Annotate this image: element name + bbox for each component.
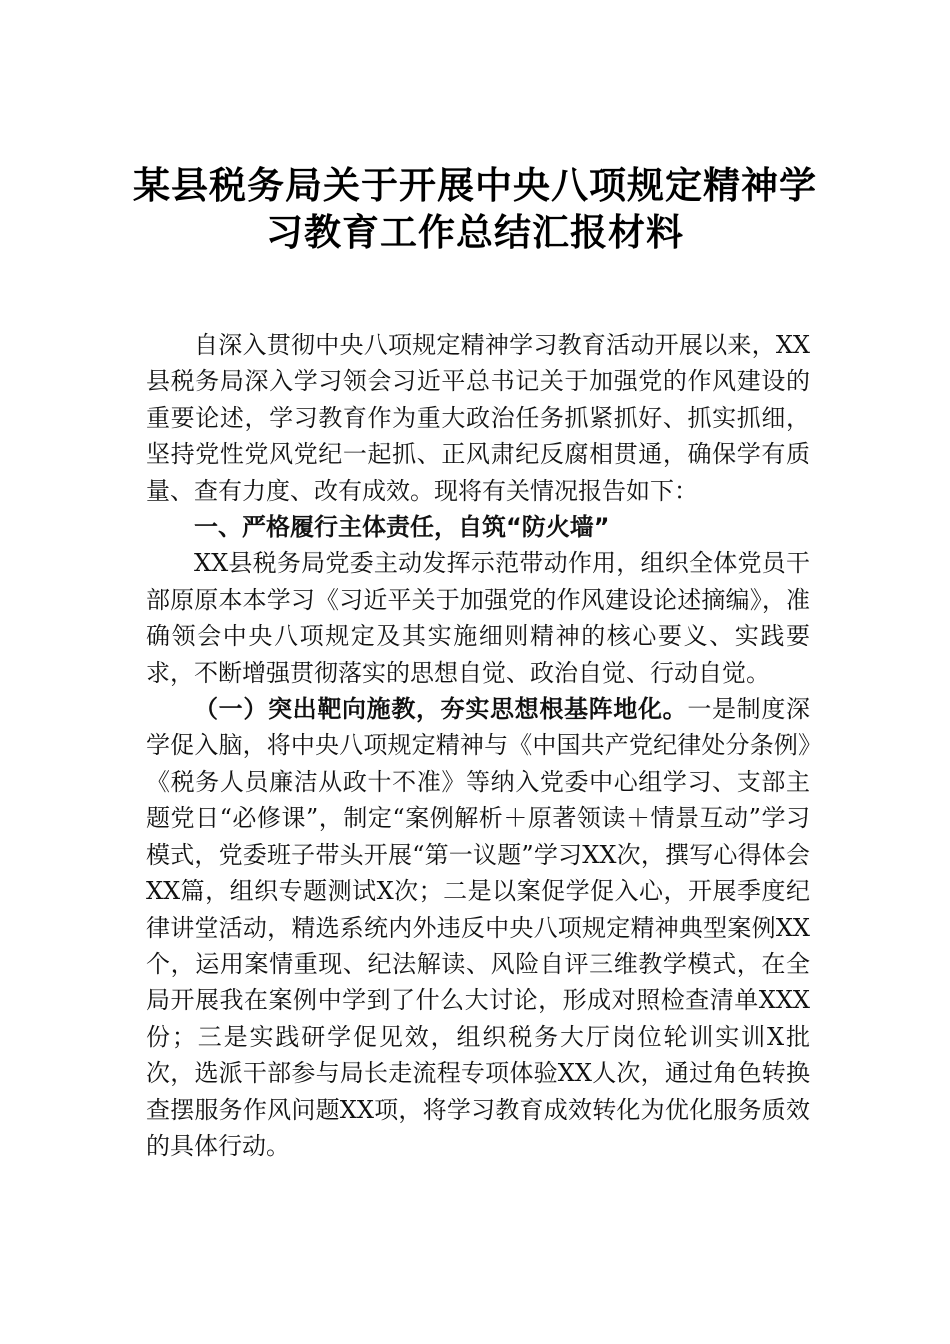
- document-title-line-2: 习教育工作总结汇报材料: [266, 210, 684, 254]
- subsection-1-paragraph: [146, 691, 810, 1164]
- section-1-paragraph: XX县税务局党委主动发挥示范带动作用，组织全体党员干部原原本本学习《习近平关于加强党的作风建设论述摘编》，准确领会中央八项规定及其实施细则精神的核心要义、实践要求，不断增强贯彻落实的思想自觉、政治自觉、行动自觉。: [146, 549, 810, 687]
- section-1-heading: 一、严格履行主体责任，自筑“防火墙”: [194, 513, 610, 542]
- subsection-1-text: 一是制度深学促入脑，将中央八项规定精神与《中国共产党纪律处分条例》《税务人员廉洁从政十不准》等纳入党委中心组学习、支部主题党日“必修课”，制定“案例解析＋原著领读＋情景互动”学习模式，党委班子带头开展“第一议题”学习XX次，撰写心得体会XX篇，组织专题测试X次；二是以案促学促入心，开展季度纪律讲堂活动，精选系统内外违反中央八项规定精神典型案例XX个，运用案情重现、纪法解读、风险自评三维教学模式，在全局开展我在案例中学到了什么大讨论，形成对照检查清单XXX份；三是实践研学促见效，组织税务大厅岗位轮训实训X批次，选派干部参与局长走流程专项体验XX人次，通过角色转换查摆服务作风问题XX项，将学习教育成效转化为优化服务质效的具体行动。: [146, 695, 811, 1160]
- subsection-1-lead: （一）突出靶向施教，夯实思想根基阵地化。: [194, 694, 688, 724]
- intro-paragraph: 自深入贯彻中央八项规定精神学习教育活动开展以来，XX县税务局深入学习领会习近平总书记关于加强党的作风建设的重要论述，学习教育作为重大政治任务抓紧抓好、抓实抓细，坚持党性党风党纪一起抓、正风肃纪反腐相贯通，确保学有质量、查有力度、改有成效。现将有关情况报告如下：: [146, 331, 810, 505]
- document-body: [146, 327, 810, 1164]
- document-title-line-1: 某县税务局关于开展中央八项规定精神学: [133, 163, 817, 207]
